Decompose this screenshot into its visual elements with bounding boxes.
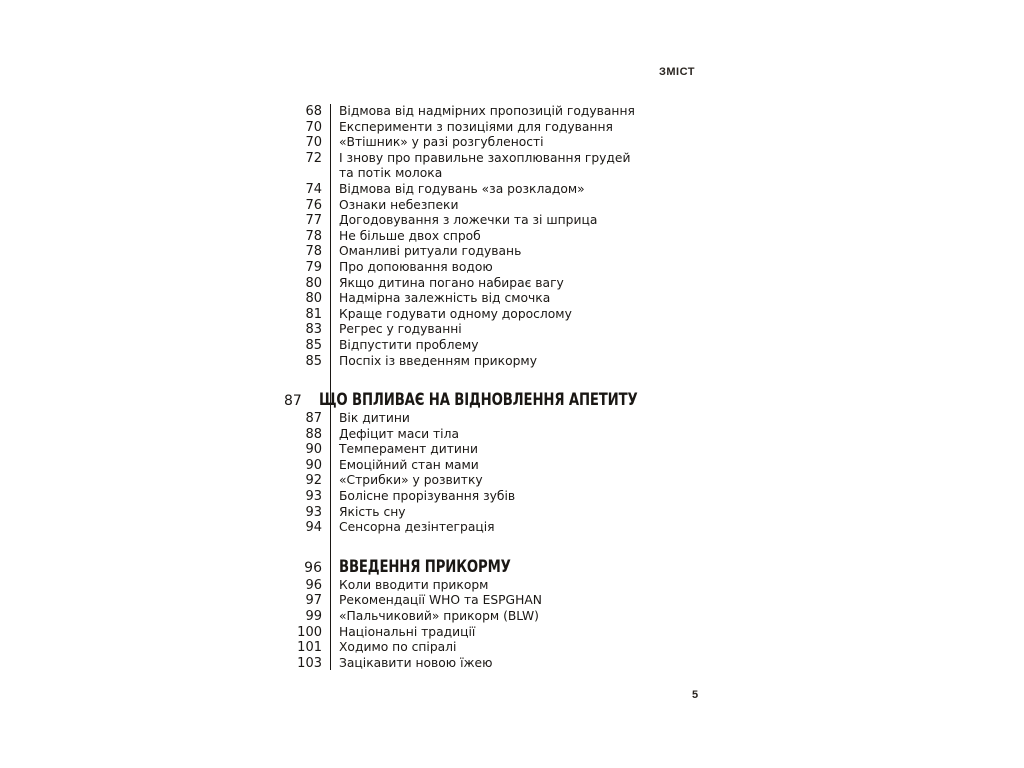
- toc-entry: [284, 260, 704, 276]
- toc-entry-title: Краще годувати одному дорослому: [339, 306, 572, 321]
- toc-entry: [284, 244, 704, 260]
- toc-entry: [284, 213, 704, 229]
- toc-page-number: 80: [305, 275, 322, 291]
- toc-entry: [284, 135, 704, 151]
- toc-entry: [284, 656, 704, 672]
- toc-entry-title: Зацікавити новою їжею: [339, 655, 493, 670]
- toc-entry-title: «Стрибки» у розвитку: [339, 473, 483, 488]
- running-header: ЗМІСТ: [659, 66, 695, 78]
- toc-page-number: 93: [305, 489, 322, 505]
- toc-entry-title: Відмова від надмірних пропозицій годування: [339, 104, 635, 118]
- toc-entry: [284, 198, 704, 214]
- toc-section-title: ВВЕДЕННЯ ПРИКОРМУ: [339, 556, 511, 577]
- toc-page-number: 100: [297, 624, 322, 640]
- toc-entry-title: Оманливі ритуали годувань: [339, 244, 522, 259]
- toc-page-number: 90: [305, 457, 322, 473]
- toc-page-number: 101: [297, 640, 322, 656]
- toc-page-number: 103: [297, 655, 322, 671]
- toc-entry: [284, 458, 704, 474]
- toc-page-number: 72: [305, 150, 322, 166]
- toc-entry: [284, 505, 704, 521]
- toc-page-number: 93: [305, 504, 322, 520]
- toc-page-number: 77: [305, 213, 322, 229]
- toc-entry-title: Вік дитини: [339, 411, 410, 426]
- toc-entry-title: Не більше двох спроб: [339, 228, 481, 243]
- toc-entry: [284, 427, 704, 443]
- toc-entry: [284, 520, 704, 536]
- toc-section-heading: [284, 389, 704, 411]
- toc-entry: [284, 276, 704, 292]
- toc-entry-title: Темперамент дитини: [339, 442, 478, 457]
- toc-entry: [284, 625, 704, 641]
- toc-page-number: 76: [305, 197, 322, 213]
- toc-entry-title: Рекомендації WHO та ESPGHAN: [339, 593, 542, 608]
- toc-entry: [284, 473, 704, 489]
- toc-entry: [284, 442, 704, 458]
- toc-entry-title: І знову про правильне захоплювання грудей: [339, 150, 631, 165]
- toc-page-number: 74: [305, 181, 322, 197]
- toc-entry: [284, 307, 704, 323]
- toc-entry-title: Болісне прорізування зубів: [339, 489, 516, 504]
- toc-page-number: 78: [305, 244, 322, 260]
- toc-entry: [284, 354, 704, 370]
- toc-entry-title: Ходимо по спіралі: [339, 640, 457, 655]
- toc-entry: [284, 593, 704, 609]
- toc-page-number: 70: [305, 119, 322, 135]
- toc-section-heading: [284, 556, 704, 578]
- toc-entry: [284, 151, 704, 167]
- toc-section-title: ЩО ВПЛИВАЄ НА ВІДНОВЛЕННЯ АПЕТИТУ: [318, 390, 638, 411]
- toc-entry: [284, 489, 704, 505]
- toc-entry-title: Відпустити проблему: [339, 337, 479, 352]
- toc-page-number: 68: [305, 104, 322, 119]
- toc-divider-line: [330, 104, 331, 670]
- toc-entry: [284, 640, 704, 656]
- toc-page-number: 85: [305, 337, 322, 353]
- toc-page-number: 81: [305, 306, 322, 322]
- toc-page-number: 80: [305, 291, 322, 307]
- toc-entry: [284, 120, 704, 136]
- toc-entry: [284, 182, 704, 198]
- toc-page-number: 83: [305, 322, 322, 338]
- toc-entry-title: «Пальчиковий» прикорм (BLW): [339, 609, 539, 624]
- toc-page-number: 92: [305, 473, 322, 489]
- toc-entry: [284, 229, 704, 245]
- toc-entry-title: Про допоювання водою: [339, 259, 493, 274]
- toc-entry-title: Коли вводити прикорм: [339, 577, 489, 592]
- toc-page-number: 96: [304, 559, 322, 576]
- toc-entry: [284, 411, 704, 427]
- toc-page-number: 99: [305, 609, 322, 625]
- toc-page-number: 79: [305, 259, 322, 275]
- toc-entry: [284, 338, 704, 354]
- toc-entry: [284, 578, 704, 594]
- toc-page-number: 97: [305, 593, 322, 609]
- toc-entry-title: Поспіх із введенням прикорму: [339, 353, 537, 368]
- toc-page-number: 87: [284, 393, 302, 410]
- toc-entry: [284, 609, 704, 625]
- toc-entry: [284, 166, 704, 182]
- page-number: 5: [692, 689, 699, 701]
- toc-entry-title: Національні традиції: [339, 624, 476, 639]
- toc-page-number: 96: [305, 577, 322, 593]
- toc-page-number: 87: [305, 411, 322, 427]
- toc-entry: [284, 104, 704, 120]
- toc-entry: [284, 291, 704, 307]
- toc-page-number: 78: [305, 228, 322, 244]
- toc-entry-title: Відмова від годувань «за розкладом»: [339, 181, 585, 196]
- toc-entry-title: Якщо дитина погано набирає вагу: [339, 275, 564, 290]
- toc-entry-title: Надмірна залежність від смочка: [339, 291, 551, 306]
- toc-entry-title: Регрес у годуванні: [339, 322, 462, 337]
- toc-entry-title: Емоційний стан мами: [339, 457, 479, 472]
- toc-entry-title: Догодовування з ложечки та зі шприца: [339, 213, 598, 228]
- toc-page-number: 94: [305, 520, 322, 536]
- toc-page-number: 88: [305, 426, 322, 442]
- toc-entry-title: Сенсорна дезінтеграція: [339, 520, 495, 535]
- toc-entry-title: та потік молока: [339, 166, 443, 181]
- toc-page-number: 90: [305, 442, 322, 458]
- toc-entry-title: Експерименти з позиціями для годування: [339, 119, 613, 134]
- toc-entry-title: «Втішник» у разі розгубленості: [339, 135, 544, 150]
- toc-entry: [284, 322, 704, 338]
- toc-entry-title: Ознаки небезпеки: [339, 197, 459, 212]
- toc-entry-title: Дефіцит маси тіла: [339, 426, 459, 441]
- toc-page-number: 85: [305, 353, 322, 369]
- toc-entry-title: Якість сну: [339, 504, 406, 519]
- table-of-contents: [284, 104, 704, 671]
- toc-page-number: 70: [305, 135, 322, 151]
